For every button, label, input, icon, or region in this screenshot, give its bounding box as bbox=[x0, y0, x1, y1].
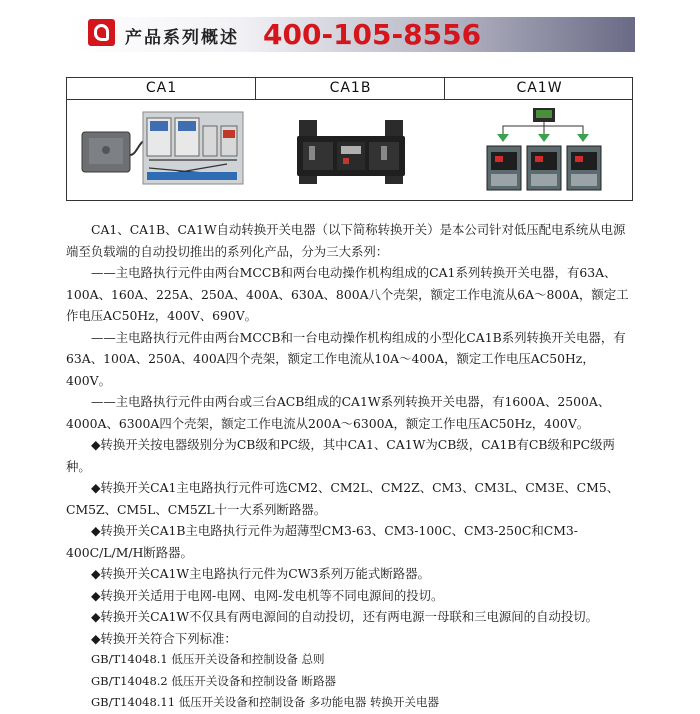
product-label-ca1: CA1 bbox=[145, 80, 178, 96]
product-description bbox=[66, 219, 636, 714]
feature-bullet: ◆转换开关CA1B主电路执行元件为超薄型CM3-63、CM3-100C、CM3-250C和CM3-400C/L/M/H断路器。 bbox=[66, 523, 578, 560]
ca1-product-image bbox=[77, 110, 247, 190]
product-label-ca1w: CA1W bbox=[516, 80, 563, 96]
series-ca1w: ——主电路执行元件由两台或三台ACB组成的CA1W系列转换开关电器，有1600A、2500A、4000A、6300A四个壳架，额定工作电流从200A～6300A，额定工作电压AC50Hz，400V。 bbox=[66, 394, 611, 431]
feature-bullet: ◆转换开关符合下列标准： bbox=[91, 630, 237, 646]
feature-bullet: ◆转换开关按电器级别分为CB级和PC级，其中CA1、CA1W为CB级，CA1B有CB级和PC级两种。 bbox=[66, 437, 615, 474]
ca1b-product-image bbox=[297, 116, 407, 186]
feature-bullet: ◆转换开关CA1主电路执行元件可选CM2、CM2L、CM2Z、CM3、CM3L、CM3E、CM5、CM5Z、CM5L、CM5ZL十一大系列断路器。 bbox=[66, 480, 620, 517]
standard-item: GB/T14048.1 低压开关设备和控制设备 总则 bbox=[91, 652, 325, 666]
feature-bullet: ◆转换开关CA1W不仅具有两电源间的自动投切，还有两电源一母联和三电源间的自动投切。 bbox=[91, 609, 599, 624]
product-table bbox=[66, 77, 633, 201]
page-title: 产品系列概述 bbox=[125, 28, 239, 48]
series-ca1: ——主电路执行元件由两台MCCB和两台电动操作机构组成的CA1系列转换开关电器，有63A、100A、160A、225A、250A、400A、630A、800A八个壳架，额定工作电流从6A～800A，额定工作电压AC50Hz，400V、690V。 bbox=[66, 265, 629, 323]
product-label-ca1b: CA1B bbox=[329, 80, 372, 96]
standard-item: GB/T14048.11 低压开关设备和控制设备 多功能电器 转换开关电器 bbox=[91, 695, 440, 709]
intro-paragraph: CA1、CA1B、CA1W自动转换开关电器（以下简称转换开关）是本公司针对低压配电系统从电源端至负载端的自动投切推出的系列化产品，分为三大系列： bbox=[66, 222, 626, 259]
series-ca1b: ——主电路执行元件由两台MCCB和一台电动操作机构组成的小型化CA1B系列转换开关电器，有63A、100A、250A、400A四个壳架，额定工作电流从10A～400A，额定工作电压AC50Hz，400V。 bbox=[66, 329, 626, 388]
feature-bullet: ◆转换开关适用于电网-电网、电网-发电机等不同电源间的投切。 bbox=[91, 587, 444, 603]
standard-item: GB/T14048.2 低压开关设备和控制设备 断路器 bbox=[91, 673, 337, 688]
feature-bullet: ◆转换开关CA1W主电路执行元件为CW3系列万能式断路器。 bbox=[91, 566, 430, 581]
hotline-phone: 400-105-8556 bbox=[263, 18, 482, 51]
ca1w-product-image bbox=[483, 104, 603, 198]
company-logo-icon bbox=[88, 19, 115, 46]
